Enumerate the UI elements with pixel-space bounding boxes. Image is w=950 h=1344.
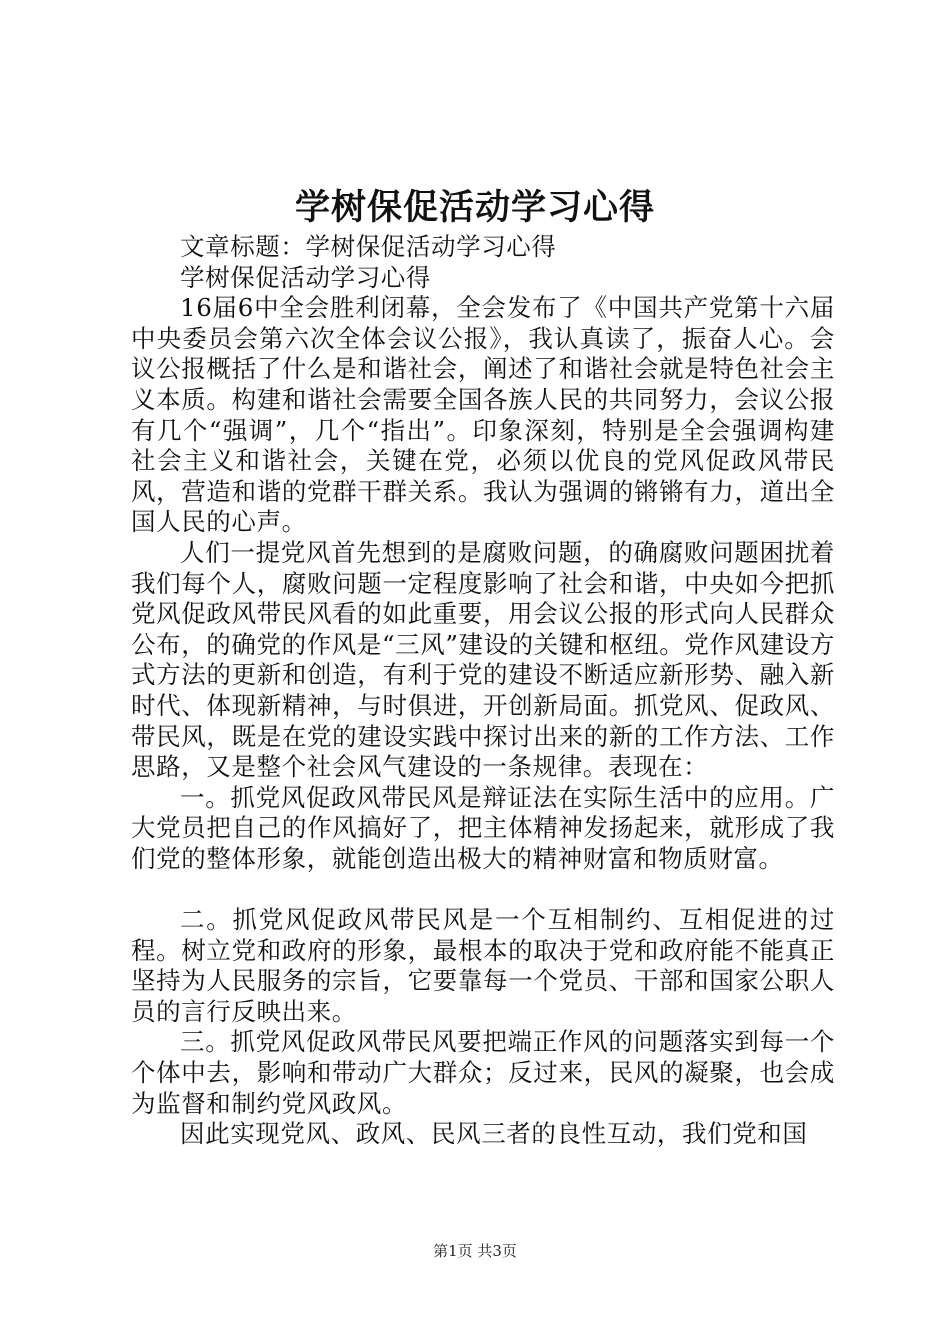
paragraph-2: 人们一提党风首先想到的是腐败问题，的确腐败问题困扰着我们每个人，腐败问题一定程度影响了社会和谐，中央如今把抓党风促政风带民风看的如此重要，用会议公报的形式向人民群众公布，的确党的作风是“三风”建设的关键和枢纽。党作风建设方式方法的更新和创造，有利于党的建设不断适应新形势、融入新时代、体现新精神，与时俱进，开创新局面。抓党风、促政风、带民风，既是在党的建设实践中探讨出来的新的工作方法、工作思路，又是整个社会风气建设的一条规律。表现在： — [131, 537, 835, 782]
page-number-footer: 第1页 共3页 — [433, 1242, 517, 1260]
paragraph-conclusion: 因此实现党风、政风、民风三者的良性互动，我们党和国 — [180, 1119, 808, 1149]
paragraph-1: 16届6中全会胜利闭幕，全会发布了《中国共产党第十六届中央委员会第六次全体会议公报》，我认真读了，振奋人心。会议公报概括了什么是和谐社会，阐述了和谐社会就是特色社会主义本质。构建和谐社会需要全国各族人民的共同努力，会议公报有几个“强调”，几个“指出”。印象深刻，特别是全会强调构建社会主义和谐社会，关键在党，必须以优良的党风促政风带民风，营造和谐的党群干群关系。我认为强调的锵锵有力，道出全国人民的心声。 — [131, 293, 835, 537]
document-title: 学树保促活动学习心得 — [294, 187, 655, 228]
paragraph-point-1: 一。抓党风促政风带民风是辩证法在实际生活中的应用。广大党员把自己的作风搞好了，把主体精神发扬起来，就形成了我们党的整体形象，就能创造出极大的精神财富和物质财富。 — [131, 782, 835, 873]
paragraph-point-2: 二。抓党风促政风带民风是一个互相制约、互相促进的过程。树立党和政府的形象，最根本的取决于党和政府能不能真正坚持为人民服务的宗旨，它要靠每一个党员、干部和国家公职人员的言行反映出来。 — [131, 905, 835, 1026]
paragraph-point-3: 三。抓党风促政风带民风要把端正作风的问题落实到每一个个体中去，影响和带动广大群众；反过来，民风的凝聚，也会成为监督和制约党风政风。 — [131, 1027, 835, 1118]
article-title-line: 文章标题：学树保促活动学习心得 — [180, 232, 557, 261]
document-body — [131, 232, 835, 1150]
article-subtitle-line: 学树保促活动学习心得 — [180, 262, 431, 292]
